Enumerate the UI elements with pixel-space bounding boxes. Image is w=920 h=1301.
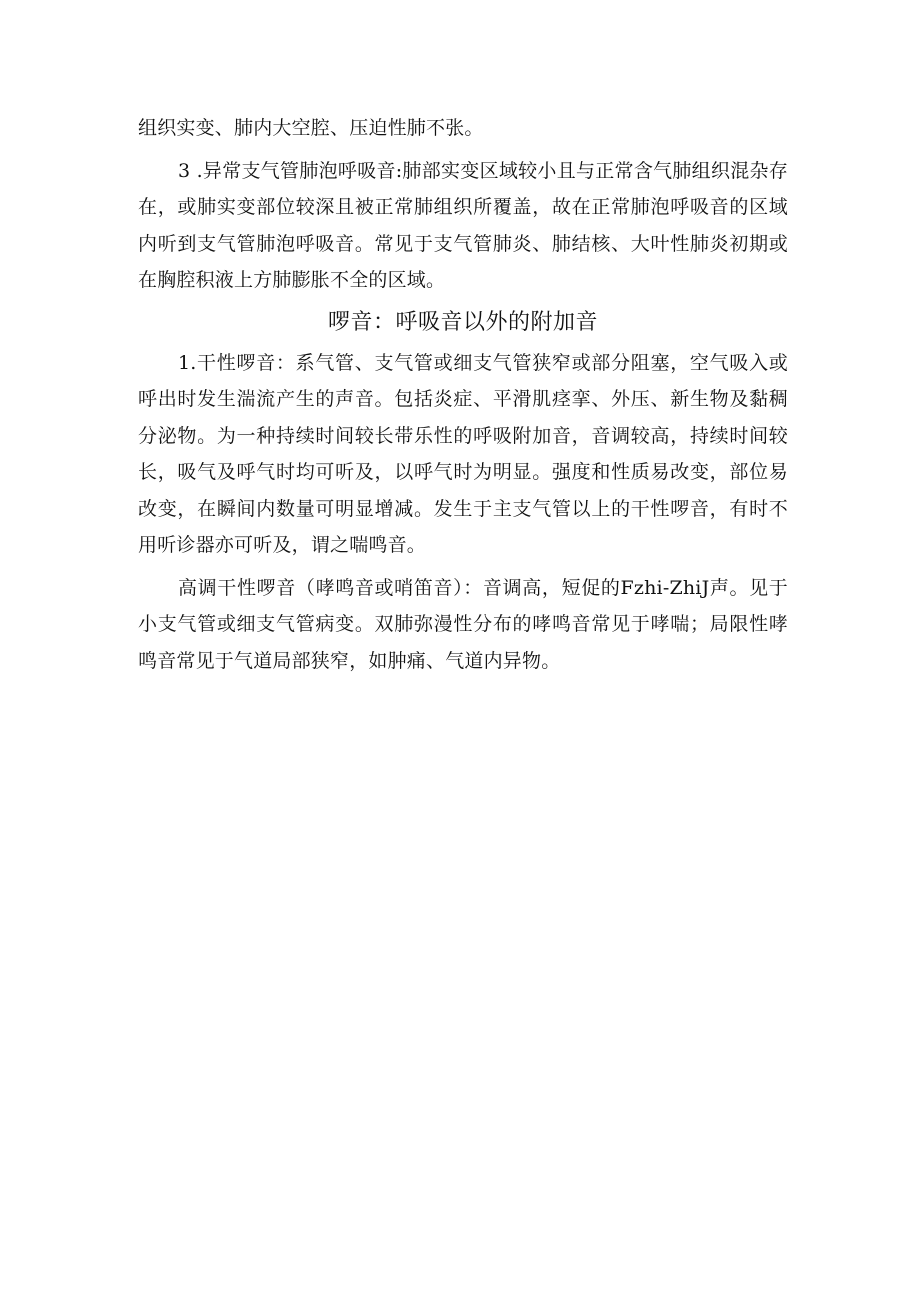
paragraph-continuation: 组织实变、肺内大空腔、压迫性肺不张。 [138,117,484,139]
document-body [138,110,788,679]
section-heading: 啰音：呼吸音以外的附加音 [327,309,598,335]
paragraph-dry-rales: 1.干性啰音：系气管、支气管或细支气管狭窄或部分阻塞，空气吸入或呼出时发生湍流产生的声音。包括炎症、平滑肌痉挛、外压、新生物及黏稠分泌物。为一种持续时间较长带乐性的呼吸附加音，音调较高，持续时间较长，吸气及呼气时均可听及，以呼气时为明显。强度和性质易改变，部位易改变，在瞬间内数量可明显增减。发生于主支气管以上的干性啰音，有时不用听诊器亦可听及，谓之喘鸣音。 [138,351,788,556]
paragraph-abnormal-bronchovesicular: 3 .异常支气管肺泡呼吸音:肺部实变区域较小且与正常含气肺组织混杂存在，或肺实变部位较深且被正常肺组织所覆盖，故在正常肺泡呼吸音的区域内听到支气管肺泡呼吸音。常见于支气管肺炎、肺结核、大叶性肺炎初期或在胸腔积液上方肺膨胀不全的区域。 [138,159,788,291]
paragraph-high-pitched-rales: 高调干性啰音（哮鸣音或哨笛音）：音调高，短促的Fzhi-ZhiJ声。见于小支气管或细支气管病变。双肺弥漫性分布的哮鸣音常见于哮喘；局限性哮鸣音常见于气道局部狭窄，如肿痛、气道内异物。 [138,576,788,672]
